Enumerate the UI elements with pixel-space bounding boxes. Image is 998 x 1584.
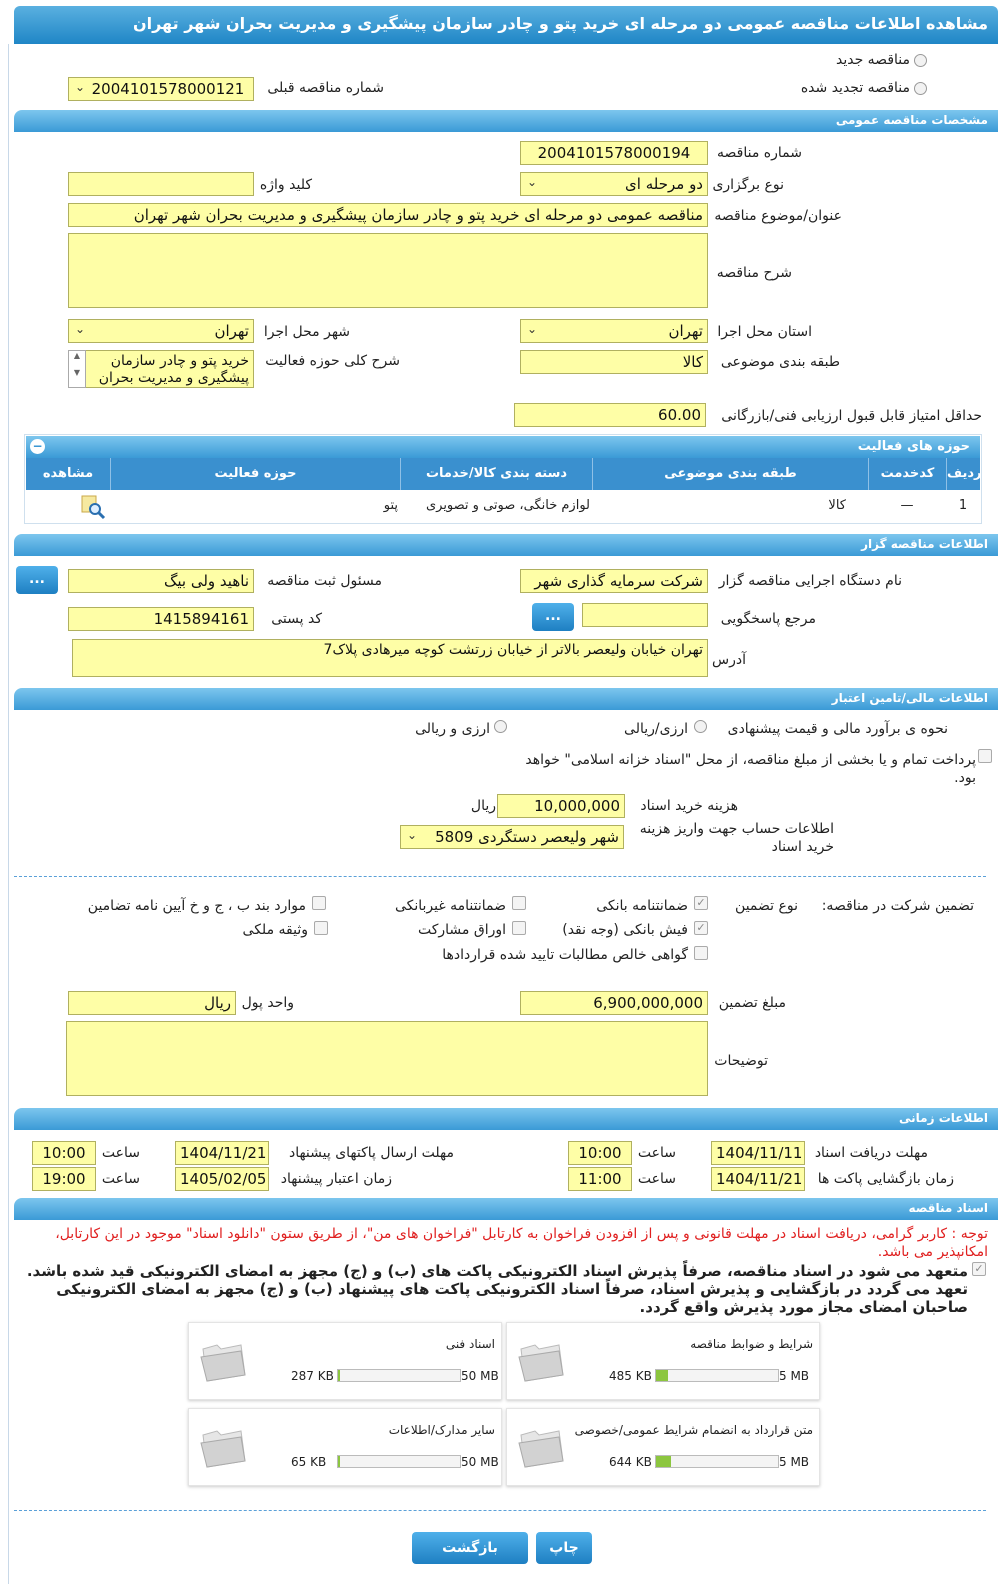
city-label: شهر محل اجرا [263,324,350,340]
currency-field[interactable]: ریال [68,991,236,1015]
activity-desc-field[interactable]: خرید پتو و چادر سازمان پیشگیری و مدیریت بحران [68,350,254,388]
subject-label: عنوان/موضوع مناقصه [714,208,842,224]
keyword-label: کلید واژه [259,177,312,193]
divider [14,1510,986,1511]
property-checkbox[interactable] [314,921,328,935]
commit-checkbox[interactable]: ✓ [972,1262,986,1276]
type-select[interactable]: ⌄ دو مرحله ای [520,172,708,196]
category-field[interactable]: کالا [520,350,708,374]
table-row-group: لوازم خانگی، صوتی و تصویری [425,498,590,513]
min-score-field[interactable]: 60.00 [514,403,706,427]
col-category: طبقه بندی موضوعی [592,458,868,490]
activity-desc-scrollbar[interactable]: ▲ ▼ [68,350,86,388]
desc-field[interactable] [68,233,708,308]
activity-grid-title: حوزه های فعالیت [26,436,980,458]
valid-label: زمان اعتبار پیشنهاد [280,1171,392,1187]
opt-rial-label: ارزی/ریالی [624,721,688,737]
address-field[interactable]: تهران خیابان ولیعصر بالاتر از خیابان زرتشت کوچه میرهادی پلاک7 [72,639,708,677]
city-select[interactable]: ⌄ تهران [68,319,254,343]
section-finance: اطلاعات مالی/تامین اعتبار [14,688,998,710]
open-time[interactable]: 11:00 [568,1167,632,1191]
doc-max-size: 5 MB [779,1455,810,1469]
documents-note: توجه : کاربر گرامی، دریافت اسناد در مهلت قانونی و پس از افزودن فراخوان به کارتابل "فراخوان های من"، از طریق ستون "دانلود اسناد" موجود در این کارتابل، امکانپذیر می باشد. [55,1226,988,1260]
folder-icon [515,1335,567,1387]
items-bcd-label: موارد بند ب ، ج و خ آیین نامه تضامین [87,898,306,914]
doc-size-bar [337,1455,461,1468]
doc-size-bar [655,1455,779,1468]
resp-field[interactable]: ناهید ولی بیگ [68,569,254,593]
org-field[interactable]: شرکت سرمایه گذاری شهر [520,569,708,593]
send-label: مهلت ارسال پاکتهای پیشنهاد [288,1145,454,1161]
send-time[interactable]: 10:00 [32,1141,96,1165]
claims-label: گواهی خالص مطالبات تایید شده قراردادها [442,947,688,963]
desc-label: شرح مناقصه [716,265,792,281]
bonds-checkbox[interactable] [512,921,526,935]
table-row-category: کالا [828,498,846,513]
account-select[interactable]: ⌄ شهر ولیعصر دستگردی 5809 [400,825,624,849]
type-label: نوع برگزاری [712,177,784,193]
min-score-label: حداقل امتیاز قابل قبول ارزیابی فنی/بازرگانی [721,408,982,424]
doc-cost-unit: ریال [470,798,496,814]
doc-size: 485 KB [609,1369,652,1383]
col-group: دسته بندی کالا/خدمات [400,458,592,490]
doc-max-size: 50 MB [461,1455,499,1469]
radio-new-label: مناقصه جدید [835,52,910,68]
amount-field[interactable]: 6,900,000,000 [520,991,708,1015]
radio-renewed-label: مناقصه تجدید شده [800,80,910,96]
print-button[interactable]: چاپ [536,1532,592,1564]
doc-title: اسناد فنی [445,1337,495,1351]
resp-label: مسئول ثبت مناقصه [267,573,382,589]
collapse-icon[interactable]: − [30,439,45,454]
radio-new[interactable] [914,54,927,67]
doc-size: 287 KB [291,1369,334,1383]
col-field: حوزه فعالیت [110,458,400,490]
doc-item[interactable] [506,1322,820,1400]
bank-receipt-label: فیش بانکی (وجه نقد) [562,922,688,938]
table-row-field: پتو [383,498,398,513]
table-row-num: 1 [958,498,968,513]
province-label: استان محل اجرا [717,324,812,340]
open-date[interactable]: 1404/11/21 [711,1167,805,1191]
treasury-text: پرداخت تمام و یا بخشی از مبلغ مناقصه، از محل "اسناد خزانه اسلامی" خواهد بود. [525,752,976,786]
doc-size-bar-fill [656,1370,668,1381]
estimate-label: نحوه ی برآورد مالی و قیمت پیشنهادی [727,721,948,737]
nonbank-guarantee-checkbox[interactable] [512,896,526,910]
amount-label: مبلغ تضمین [718,995,786,1011]
doc-size-bar [655,1369,779,1382]
bonds-label: اوراق مشارکت [417,922,506,938]
doc-cost-field[interactable]: 10,000,000 [497,794,625,818]
chevron-down-icon: ⌄ [527,175,538,189]
folder-icon [515,1421,567,1473]
valid-time[interactable]: 19:00 [32,1167,96,1191]
back-button[interactable]: بازگشت [412,1532,528,1564]
section-documents: اسناد مناقصه [14,1198,998,1220]
valid-time-label: ساعت [101,1171,140,1187]
col-row: ردیف [946,458,980,490]
col-code: کدخدمت [868,458,946,490]
receive-time[interactable]: 10:00 [568,1141,632,1165]
valid-date[interactable]: 1405/02/05 [175,1167,269,1191]
address-label: آدرس [712,652,746,668]
commit-text: متعهد می شود در اسناد مناقصه، صرفاً پذیرش اسناد الکترونیکی پاکت های (ب) و (ج) مجهز به امضای الکترونیکی قید شده باشد. تعهد می گردد در بازگشایی و پذیرش اسناد، صرفاً اسناد الکترونیکی پاکت های پیشنهاد (ب) و (ج) مجهز به امضای الکترونیکی صاحبان امضای مجاز مورد پذیرش واقع گردد. [26,1262,968,1316]
account-label: اطلاعات حساب جهت واریز هزینه خرید اسناد [639,821,834,855]
folder-icon [197,1335,249,1387]
bank-guarantee-label: ضمانتنامه بانکی [596,898,688,914]
treasury-checkbox[interactable] [978,749,992,763]
doc-size: 644 KB [609,1455,652,1469]
send-date[interactable]: 1404/11/21 [175,1141,269,1165]
folder-icon [197,1421,249,1473]
doc-size-bar-fill [656,1456,671,1467]
grid-header [26,458,980,490]
number-label: شماره مناقصه [717,145,802,161]
send-time-label: ساعت [101,1145,140,1161]
doc-cost-label: هزینه خرید اسناد [640,798,738,814]
ref-label: مرجع پاسخگویی [720,611,816,627]
notes-field[interactable] [66,1021,708,1096]
col-view: مشاهده [42,466,94,481]
table-row-code: — [900,498,914,513]
org-label: نام دستگاه اجرایی مناقصه گزار [718,573,902,589]
doc-item[interactable] [188,1322,502,1400]
doc-title: سایر مدارک/اطلاعات [388,1423,495,1437]
doc-size-bar-fill [338,1370,340,1381]
category-label: طبقه بندی موضوعی [720,354,840,370]
prev-number-label: شماره مناقصه قبلی [267,80,384,96]
bank-receipt-checkbox[interactable]: ✓ [694,921,708,935]
open-label: زمان بازگشایی پاکت ها [817,1171,954,1187]
ref-field[interactable] [582,603,708,627]
number-field[interactable]: 2004101578000194 [520,141,708,165]
section-timing: اطلاعات زمانی [14,1108,998,1130]
doc-item[interactable] [188,1408,502,1486]
prev-number-select[interactable]: ⌄ 2004101578000121 [68,77,254,101]
notes-label: توضیحات [714,1053,768,1069]
doc-title: متن قرارداد به انضمام شرایط عمومی/خصوصی [574,1423,813,1437]
currency-label: واحد پول [241,995,294,1011]
province-select[interactable]: ⌄ تهران [520,319,708,343]
section-general: مشخصات مناقصه عمومی [14,110,998,132]
guarantee-label: تضمین شرکت در مناقصه: [821,898,974,914]
doc-max-size: 50 MB [461,1369,499,1383]
radio-rial[interactable] [694,720,707,733]
open-time-label: ساعت [637,1171,676,1187]
guarantee-type-label: نوع تضمین [735,898,798,914]
doc-title: شرایط و ضوابط مناقصه [690,1337,813,1351]
doc-max-size: 5 MB [779,1369,810,1383]
receive-label: مهلت دریافت اسناد [814,1145,928,1161]
opt-both-label: ارزی و ریالی [415,721,490,737]
resp-lookup-button[interactable]: ... [16,566,58,594]
chevron-down-icon: ⌄ [75,322,86,336]
doc-size-bar [337,1369,461,1382]
keyword-field[interactable] [68,172,254,196]
property-label: وثیقه ملکی [242,922,308,938]
chevron-down-icon: ⌄ [75,80,86,94]
chevron-down-icon: ⌄ [407,828,418,842]
receive-time-label: ساعت [637,1145,676,1161]
ref-lookup-button[interactable]: ... [532,603,574,631]
page-title: مشاهده اطلاعات مناقصه عمومی دو مرحله ای خرید پتو و چادر سازمان پیشگیری و مدیریت بحران شهر تهران [14,6,998,44]
doc-size-bar-fill [338,1456,340,1467]
doc-size: 65 KB [291,1455,327,1469]
receive-date[interactable]: 1404/11/11 [711,1141,805,1165]
section-organizer: اطلاعات مناقصه گزار [14,534,998,556]
subject-field[interactable]: مناقصه عمومی دو مرحله ای خرید پتو و چادر سازمان پیشگیری و مدیریت بحران شهر تهران [68,203,708,227]
activity-desc-label: شرح کلی حوزه فعالیت [265,353,400,369]
postal-label: کد پستی [271,611,322,627]
doc-item[interactable] [506,1408,820,1486]
postal-field[interactable]: 1415894161 [68,607,254,631]
items-bcd-checkbox[interactable] [312,896,326,910]
chevron-down-icon: ⌄ [527,322,538,336]
bank-guarantee-checkbox[interactable]: ✓ [694,896,708,910]
view-details-icon[interactable] [80,494,106,520]
divider [14,876,986,877]
radio-both[interactable] [494,720,507,733]
nonbank-guarantee-label: ضمانتنامه غیربانکی [394,898,506,914]
radio-renewed[interactable] [914,82,927,95]
claims-checkbox[interactable] [694,946,708,960]
